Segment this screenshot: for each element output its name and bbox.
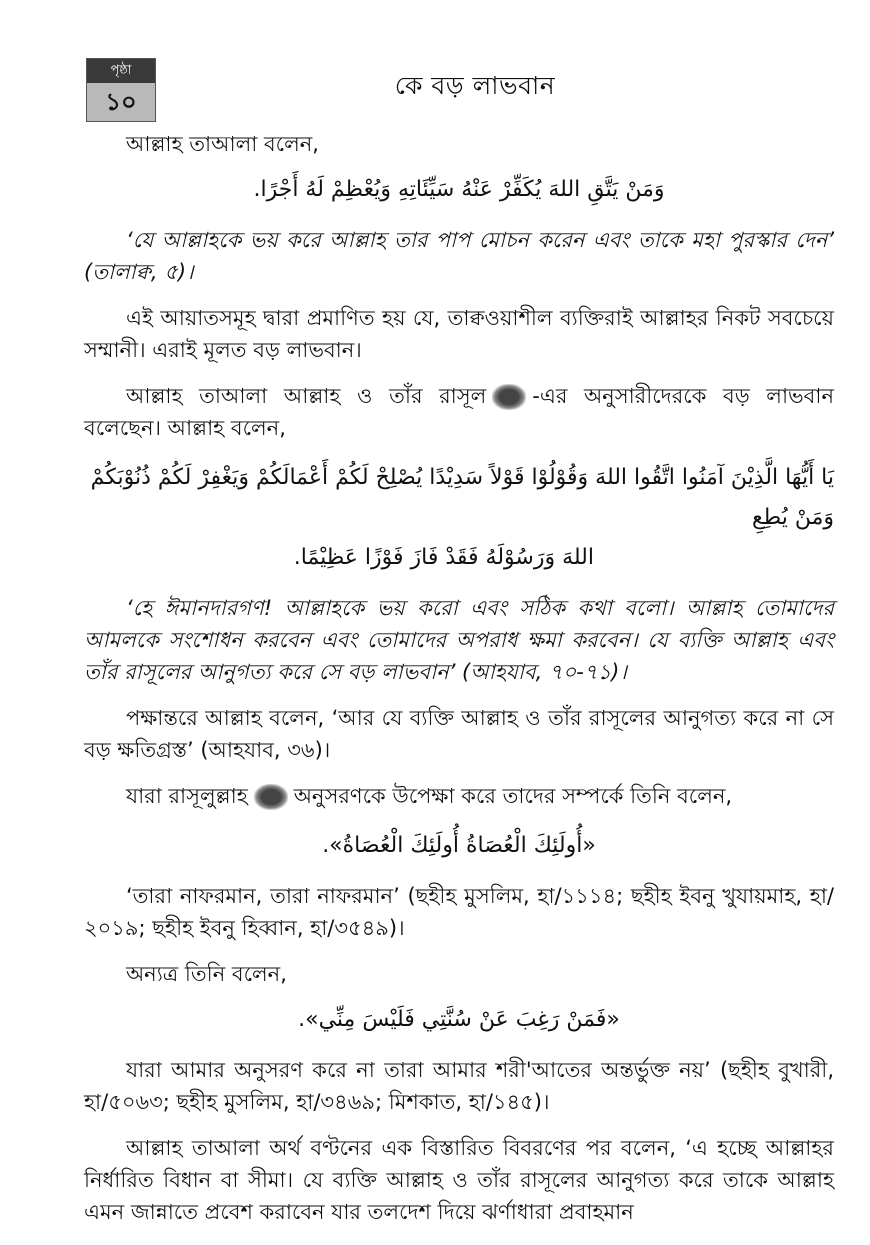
arabic-hadith-2: «فَمَنْ رَغِبَ عَنْ سُنَّتِي فَلَيْسَ مِنِّي». — [298, 1007, 620, 1032]
translation-2: ‘হে ঈমানদারগণ! আল্লাহকে ভয় করো এবং সঠিক কথা বলো। আল্লাহ তোমাদের আমলকে সংশোধন করবেন এবং তোমাদের অপরাধ ক্ষমা করবেন। যে ব্যক্তি আল্লাহ এবং তাঁর রাসূলের আনুগত্য করে সে বড় লাভবান’ (আহযাব, ৭০-৭১)। — [84, 596, 834, 684]
paragraph-4: পক্ষান্তরে আল্লাহ বলেন, ‘আর যে ব্যক্তি আল্লাহ ও তাঁর রাসূলের আনুগত্য করে না সে বড় ক্ষতিগ্রস্ত’ (আহযাব, ৩৬)। — [84, 706, 834, 762]
page-number-badge — [86, 58, 156, 122]
paragraph-5 — [84, 780, 834, 812]
paragraph-intro-6: অন্যত্র তিনি বলেন, — [126, 962, 287, 986]
translation-1: ‘যে আল্লাহকে ভয় করে আল্লাহ তার পাপ মোচন করেন এবং তাকে মহা পুরস্কার দেন’ (তালাক্ব, ৫)। — [84, 228, 834, 284]
salawat-seal-icon — [492, 384, 526, 410]
paragraph-intro-1: আল্লাহ তাআলা বলেন, — [126, 132, 319, 156]
paragraph-5-text-a: যারা রাসূলুল্লাহ — [126, 784, 248, 808]
paragraph-2: এই আয়াতসমূহ দ্বারা প্রমাণিত হয় যে, তাক্বওয়াশীল ব্যক্তিরাই আল্লাহর নিকট সবচেয়ে সম্মানী। এরাই মূলত বড় লাভবান। — [84, 306, 834, 362]
arabic-hadith-1: «أُولَئِكَ الْعُصَاةُ أُولَئِكَ الْعُصَاةُ». — [322, 833, 596, 858]
translation-4: যারা আমার অনুসরণ করে না তারা আমার শরী'আতের অন্তর্ভুক্ত নয়’ (ছহীহ বুখারী, হা/৫০৬৩; ছহীহ মুসলিম, হা/৩৪৬৯; মিশকাত, হা/১৪৫)। — [84, 1058, 834, 1114]
arabic-verse-2 — [84, 458, 834, 578]
arabic-verse-1: وَمَنْ يَتَّقِ اللهَ يُكَفِّرْ عَنْهُ سَيِّئَاتِهِ وَيُعْظِمْ لَهُ أَجْرًا. — [253, 177, 665, 202]
running-title: কে বড় লাভবান — [394, 71, 556, 100]
salawat-seal-icon — [254, 784, 288, 810]
paragraph-5-text-b: অনুসরণকে উপেক্ষা করে তাদের সম্পর্কে তিনি বলেন, — [293, 784, 733, 808]
page-body — [84, 128, 834, 1242]
paragraph-3-text-b: -এর অনুসারীদেরকে বড় লাভবান বলেছেন। আল্লাহ বলেন, — [84, 384, 834, 440]
page-label: পৃষ্ঠা — [87, 59, 155, 83]
paragraph-7: আল্লাহ তাআলা অর্থ বণ্টনের এক বিস্তারিত বিবরণের পর বলেন, ‘এ হচ্ছে আল্লাহর নির্ধারিত বিধান বা সীমা। যে ব্যক্তি আল্লাহ ও তাঁর রাসূলের আনুগত্য করে তাকে আল্লাহ এমন জান্নাতে প্রবেশ করাবেন যার তলদেশ দিয়ে ঝর্ণাধারা প্রবাহমান — [84, 1136, 834, 1224]
page-number: ১০ — [87, 83, 155, 121]
translation-3: ‘তারা নাফরমান, তারা নাফরমান’ (ছহীহ মুসলিম, হা/১১১৪; ছহীহ ইবনু খুযায়মাহ, হা/২০১৯; ছহীহ ইবনু হিব্বান, হা/৩৫৪৯)। — [84, 884, 834, 940]
arabic-verse-2-line-2: اللهَ وَرَسُوْلَهُ فَقَدْ فَازَ فَوْزًا عَظِيْمًا. — [293, 545, 594, 570]
paragraph-3-text-a: আল্লাহ তাআলা আল্লাহ ও তাঁর রাসূল — [126, 384, 487, 408]
arabic-verse-2-line-1: يَا أَيُّهَا الَّذِيْنَ آمَنُوا اتَّقُوا اللهَ وَقُوْلُوْا قَوْلاً سَدِيْدًا يُصْلِحْ لَكُمْ أَعْمَالَكُمْ وَيَغْفِرْ لَكُمْ ذُنُوْبَكُمْ وَمَنْ يُطِعِ — [90, 465, 834, 530]
paragraph-3 — [84, 380, 834, 444]
